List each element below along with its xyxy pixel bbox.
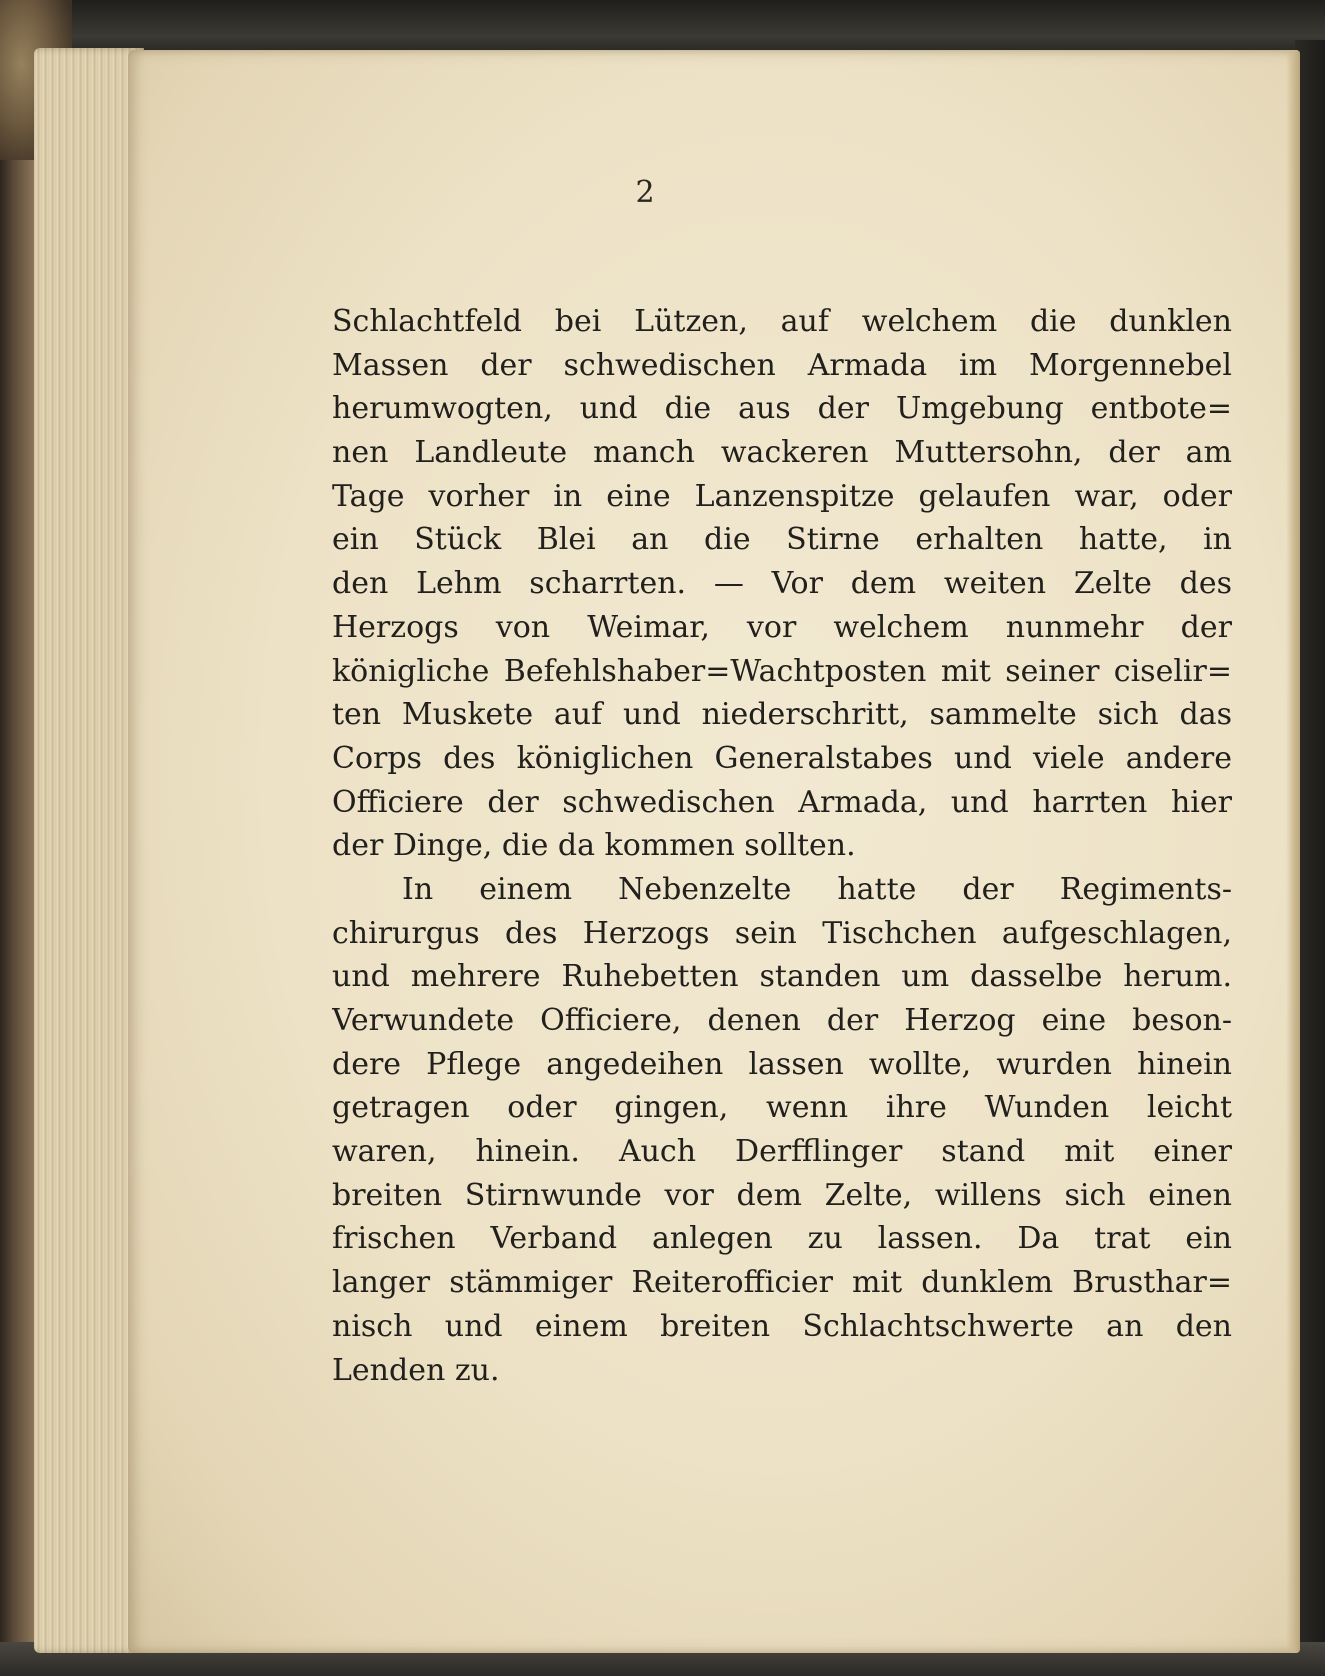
text-line: In einem Nebenzelte hatte der Regiments- xyxy=(402,871,1232,907)
text-line: langer stämmiger Reiterofficier mit dunklem Brusthar= xyxy=(332,1265,1232,1301)
text-line: chirurgus des Herzogs sein Tischchen aufgeschlagen, xyxy=(332,915,1232,951)
text-line: den Lehm scharrten. — Vor dem weiten Zelte des xyxy=(332,566,1232,602)
text-line: Schlachtfeld bei Lützen, auf welchem die dunklen xyxy=(332,304,1232,339)
text-line: nisch und einem breiten Schlachtschwerte an den xyxy=(332,1308,1232,1344)
text-line: königliche Befehlshaber=Wachtposten mit seiner ciselir= xyxy=(332,653,1232,689)
page-number: 2 xyxy=(635,175,655,210)
text-line: Verwundete Officiere, denen der Herzog eine beson- xyxy=(332,1003,1232,1038)
text-line: der Dinge, die da kommen sollten. xyxy=(332,828,856,864)
body-text xyxy=(332,300,1232,1392)
cover-top-edge xyxy=(60,0,1325,52)
text-line: dere Pflege angedeihen lassen wollte, wurden hinein xyxy=(332,1046,1232,1082)
text-line: herumwogten, und die aus der Umgebung entbote= xyxy=(332,391,1232,427)
text-line: Tage vorher in eine Lanzenspitze gelaufen war, oder xyxy=(332,478,1232,514)
text-line: Massen der schwedischen Armada im Morgennebel xyxy=(332,347,1232,383)
page-edge xyxy=(1286,50,1300,1653)
text-line: Officiere der schwedischen Armada, und harrten hier xyxy=(332,784,1232,820)
text-line: breiten Stirnwunde vor dem Zelte, willens sich einen xyxy=(332,1177,1232,1213)
text-line: nen Landleute manch wackeren Muttersohn, der am xyxy=(332,435,1232,471)
text-line: Lenden zu. xyxy=(332,1352,500,1388)
text-line: ein Stück Blei an die Stirne erhalten hatte, in xyxy=(332,522,1232,558)
text-line: ten Muskete auf und niederschritt, sammelte sich das xyxy=(332,697,1232,733)
text-line: waren, hinein. Auch Derfflinger stand mit einer xyxy=(332,1134,1232,1170)
cover-left-edge xyxy=(0,160,34,1676)
text-line: getragen oder gingen, wenn ihre Wunden leicht xyxy=(332,1090,1232,1126)
text-line: und mehrere Ruhebetten standen um dasselbe herum. xyxy=(332,959,1232,995)
text-line: frischen Verband anlegen zu lassen. Da trat ein xyxy=(332,1221,1232,1257)
text-line: Corps des königlichen Generalstabes und viele andere xyxy=(332,740,1232,776)
text-line: Herzogs von Weimar, vor welchem nunmehr der xyxy=(332,609,1232,645)
